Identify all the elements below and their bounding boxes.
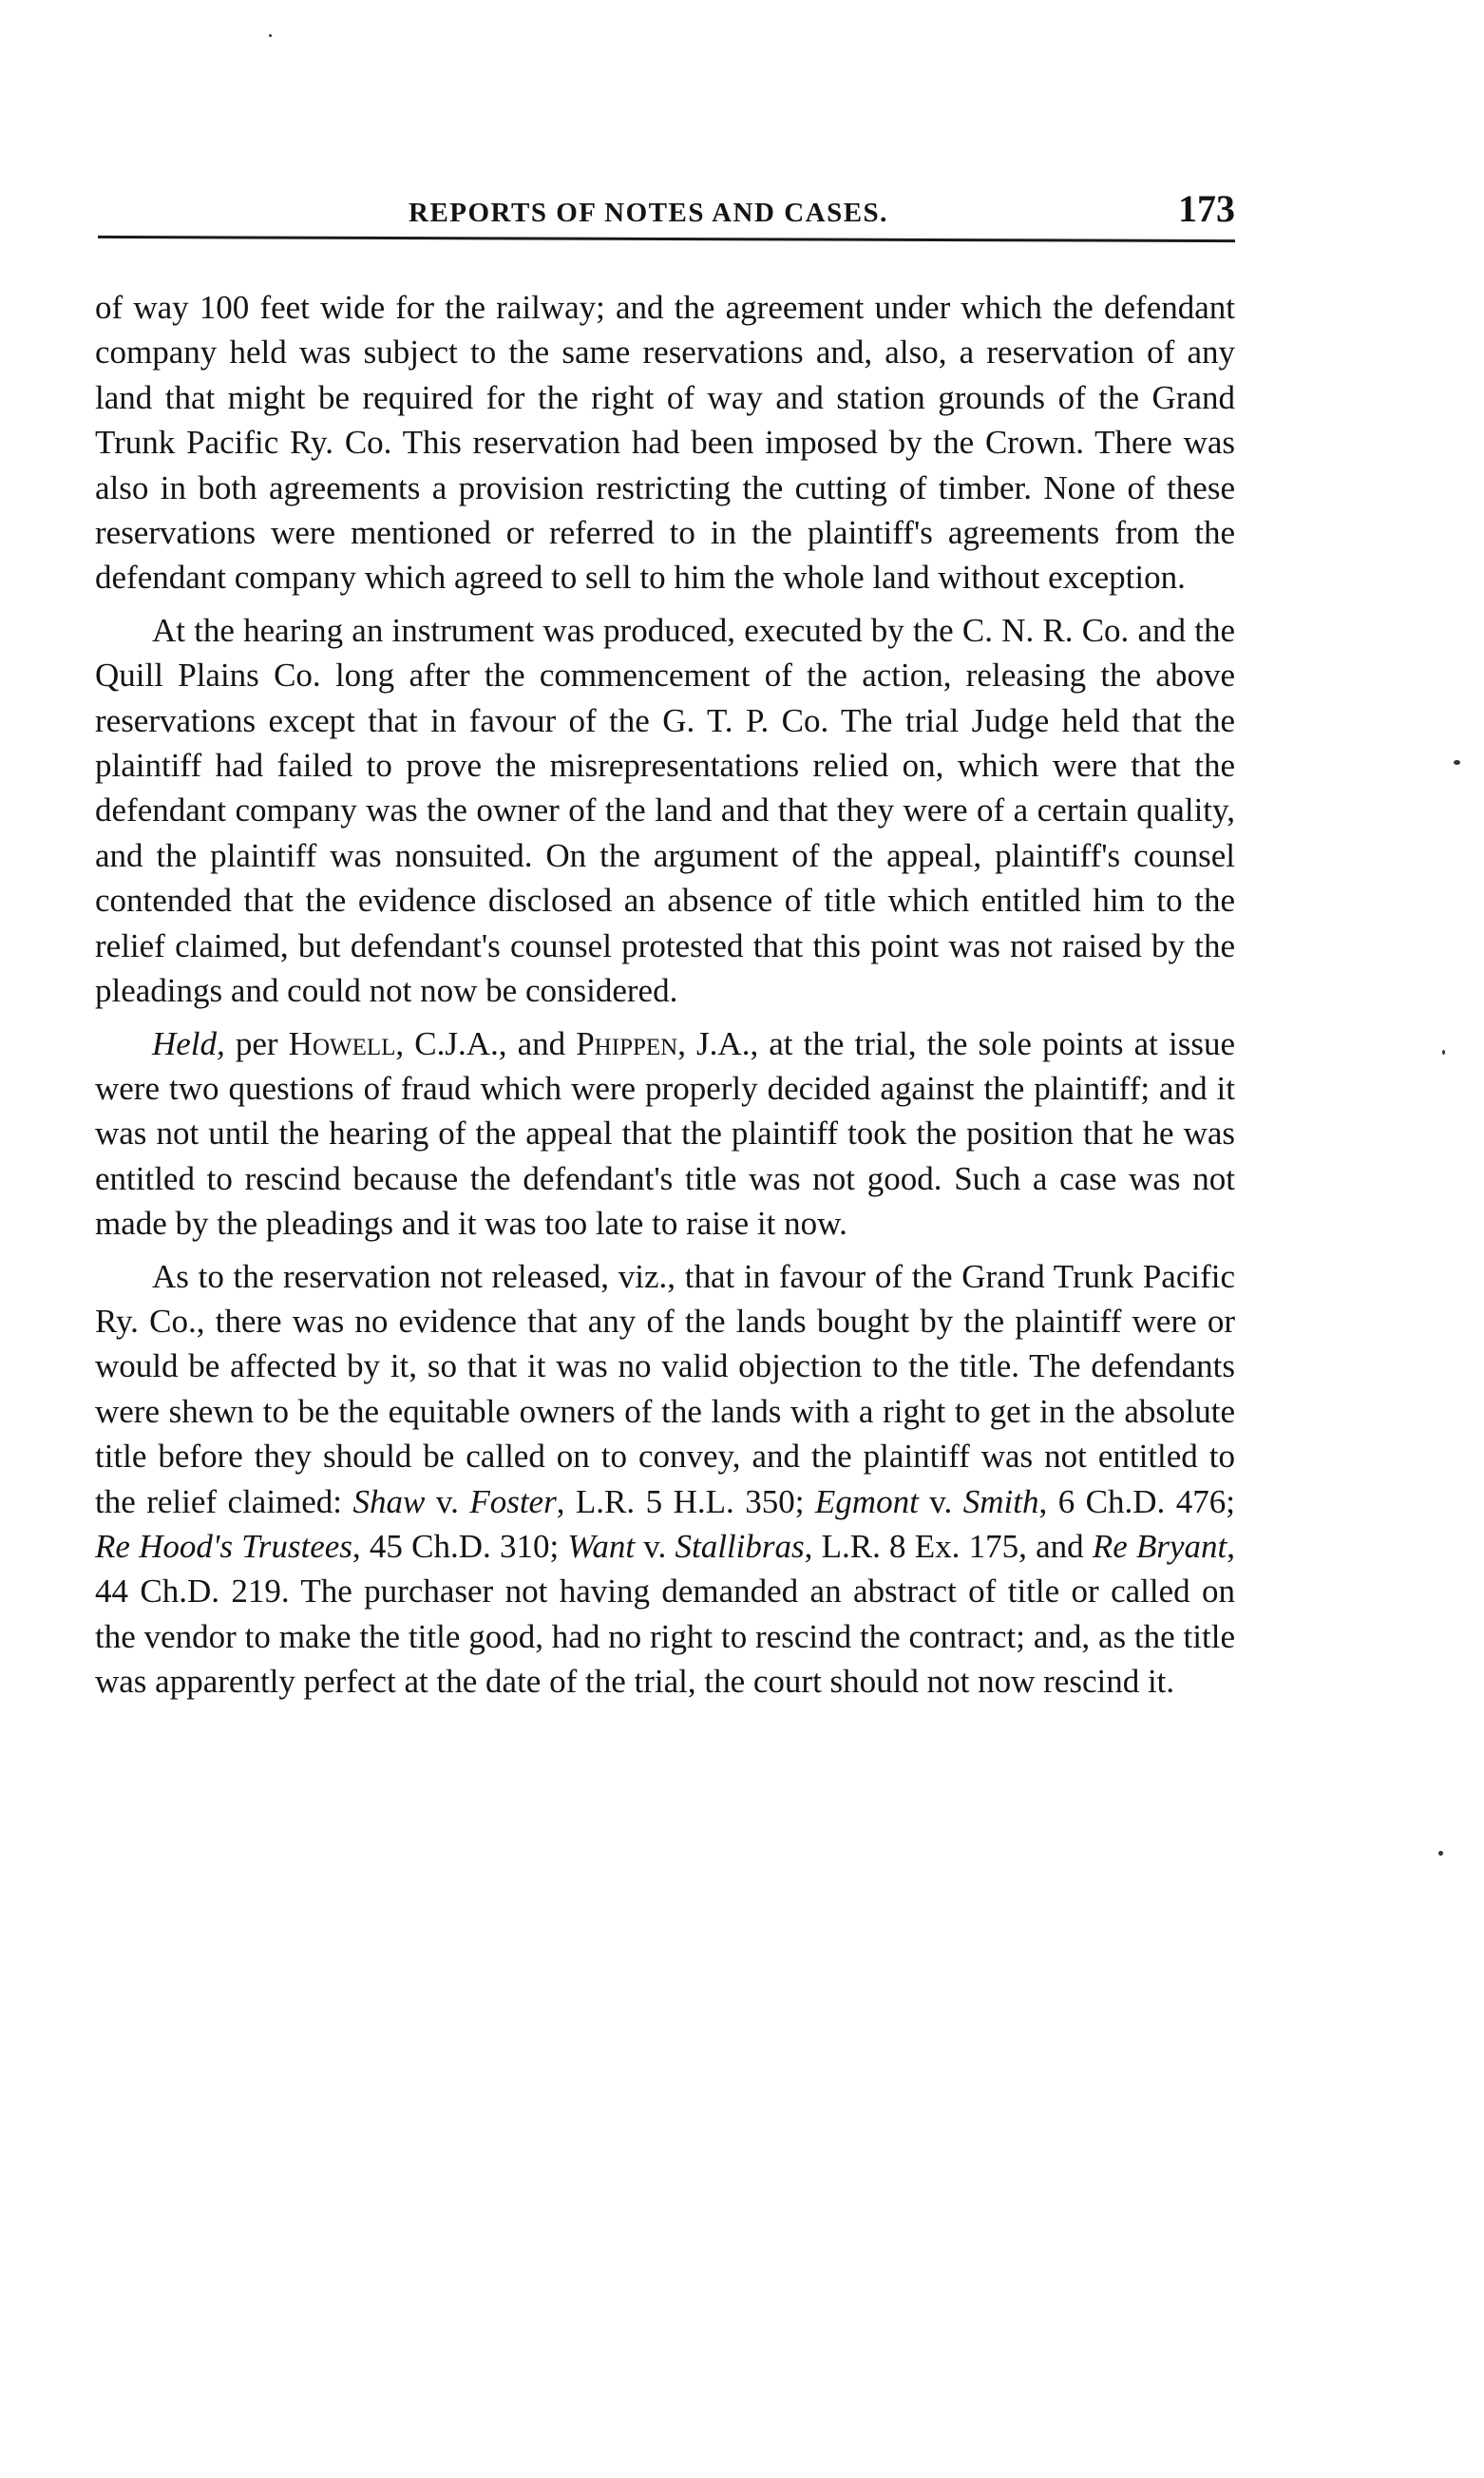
scan-speck <box>1454 760 1460 765</box>
paragraph-reservation <box>95 1254 1235 1705</box>
scan-speck <box>1438 1851 1443 1856</box>
case-name: Foster <box>469 1482 557 1520</box>
body-text <box>95 285 1235 1712</box>
case-name: Stallibras <box>675 1527 805 1565</box>
case-name: Smith <box>962 1482 1039 1520</box>
text-run: , L.R. 5 H.L. 350; <box>556 1482 815 1520</box>
text-run: v. <box>425 1482 470 1520</box>
page-number: 173 <box>1178 187 1235 230</box>
judge-name: Howell <box>288 1024 396 1062</box>
case-name: Re Bryant <box>1092 1527 1227 1565</box>
case-name: Want <box>567 1527 636 1565</box>
judge-name: Phippen <box>576 1024 678 1062</box>
scan-speck <box>1442 1050 1445 1055</box>
case-name: Re Hood's Trustees <box>95 1527 352 1565</box>
text-run: , 44 Ch.D. 219. The purchaser not having demanded an abstract of title or called on the vendor to make the title good, had no right to rescind the contract; and, as the title was apparently perfect at the date of the trial, the court should not now rescind it. <box>95 1527 1235 1701</box>
text-run: , 6 Ch.D. 476; <box>1038 1482 1235 1520</box>
text-run: v. <box>918 1482 963 1520</box>
scan-speck <box>269 34 272 37</box>
text-run: , 45 Ch.D. 310; <box>352 1527 568 1565</box>
case-name: Egmont <box>814 1482 919 1520</box>
text-run: , J.A., at the trial, the sole points at issue were two questions of fraud which were properly decided against the plaintiff; and it was not until the hearing of the appeal that the plaintiff took the position that he was entitled to rescind because the defendant's title was not good. Such a case was not made by the pleadings and it was too late to raise it now. <box>95 1024 1235 1243</box>
text-run: As to the reservation not released, viz., that in favour of the Grand Trunk Pacific Ry. Co., there was no evidence that any of the lands bought by the plaintiff were or would be affected by it, so that it was no valid objection to the title. The defendants were shewn to be the equitable owners of the lands with a right to get in the absolute title before they should be called on to convey, and the plaintiff was not entitled to the relief claimed: <box>95 1257 1235 1520</box>
text-run: , C.J.A., and <box>395 1024 577 1062</box>
page-header <box>95 181 1235 238</box>
text-run: , L.R. 8 Ex. 175, and <box>804 1527 1093 1565</box>
paragraph-hearing: At the hearing an instrument was produced, executed by the C. N. R. Co. and the Quill Plains Co. long after the commencement of the action, releasing the above reservations except that in favour of the G. T. P. Co. The trial Judge held that the plaintiff had failed to prove the misrepresentations relied on, which were that the defendant company was the owner of the land and that they were of a certain quality, and the plaintiff was nonsuited. On the argument of the appeal, plaintiff's counsel contended that the evidence disclosed an absence of title which entitled him to the relief claimed, but defendant's counsel protested that this point was not raised by the pleadings and could not now be considered. <box>95 611 1235 1010</box>
text-run: per <box>224 1024 289 1062</box>
case-name: Shaw <box>352 1482 426 1520</box>
paragraph-facts: of way 100 feet wide for the railway; and the agreement under which the defendant company held was subject to the same reservations and, also, a reservation of any land that might be required for the right of way and station grounds of the Grand Trunk Pacific Ry. Co. This reservation had been imposed by the Crown. There was also in both agreements a provision restricting the cutting of timber. None of these reservations were mentioned or referred to in the plaintiff's agreements from the defendant company which agreed to sell to him the whole land without exception. <box>95 289 1235 597</box>
text-run: v. <box>635 1527 675 1565</box>
running-title: REPORTS OF NOTES AND CASES. <box>409 198 888 228</box>
held-word: Held, <box>152 1024 225 1062</box>
paragraph-held <box>95 1021 1235 1247</box>
